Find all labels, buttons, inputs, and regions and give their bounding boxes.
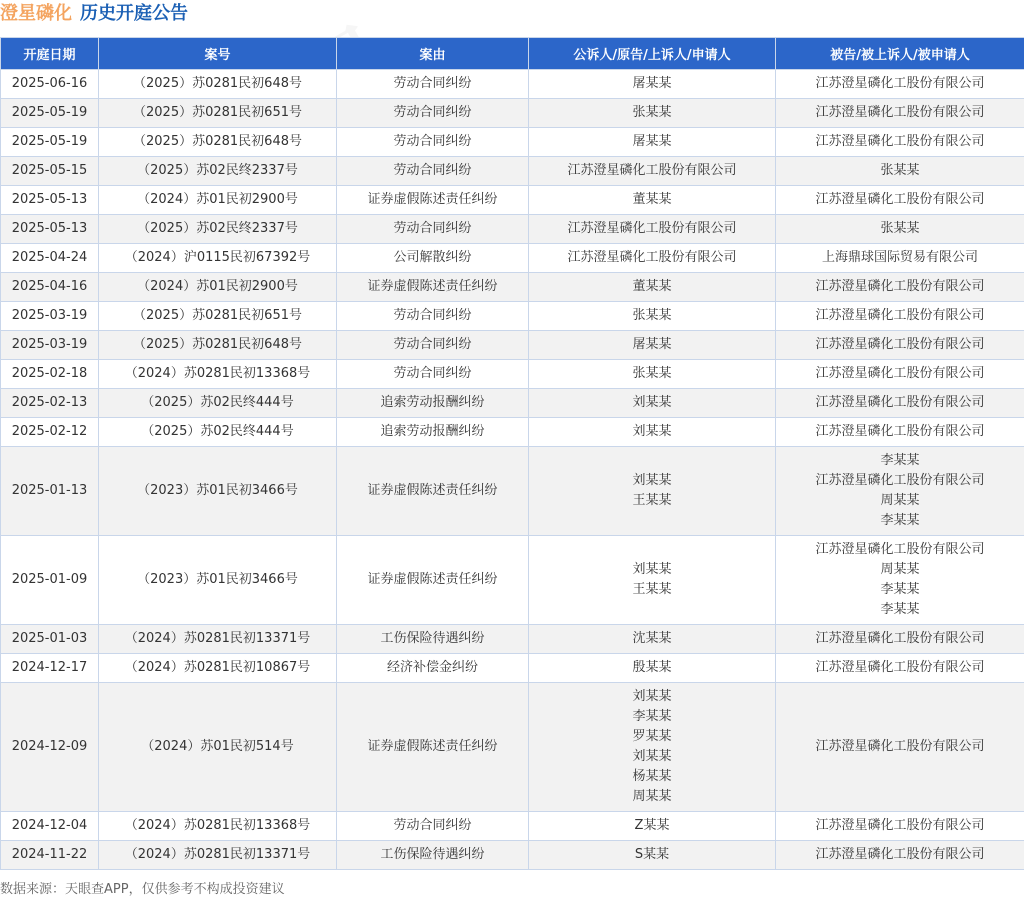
table-row <box>1 625 1024 654</box>
table-row <box>1 128 1024 157</box>
cell-cause: 劳动合同纠纷 <box>337 157 529 186</box>
cell-date: 2024-12-17 <box>1 654 99 683</box>
plaintiff-name: 王某某 <box>632 493 672 508</box>
cell-case-no: （2025）苏02民终2337号 <box>99 215 337 244</box>
table-body <box>1 70 1024 870</box>
plaintiff-name: 刘某某 <box>632 473 672 488</box>
cell-plaintiff <box>529 331 776 360</box>
cell-date: 2025-02-12 <box>1 418 99 447</box>
company-name: 澄星磷化 <box>0 3 72 24</box>
plaintiff-name: 周某某 <box>632 789 672 804</box>
cell-plaintiff <box>529 683 776 812</box>
cell-case-no: （2024）沪0115民初67392号 <box>99 244 337 273</box>
cell-cause: 公司解散纠纷 <box>337 244 529 273</box>
plaintiff-name: 刘某某 <box>632 749 672 764</box>
table-row <box>1 186 1024 215</box>
col-header-defendant: 被告/被上诉人/被申请人 <box>776 38 1024 70</box>
cell-plaintiff <box>529 99 776 128</box>
cell-defendant <box>776 536 1024 625</box>
col-header-case-no: 案号 <box>99 38 337 70</box>
table-row <box>1 302 1024 331</box>
cell-cause: 证券虚假陈述责任纠纷 <box>337 273 529 302</box>
plaintiff-name: Z某某 <box>634 818 670 833</box>
col-header-plaintiff: 公诉人/原告/上诉人/申请人 <box>529 38 776 70</box>
defendant-name: 江苏澄星磷化工股份有限公司 <box>815 105 985 120</box>
defendant-name: 江苏澄星磷化工股份有限公司 <box>815 660 985 675</box>
cell-defendant <box>776 99 1024 128</box>
hearing-table <box>0 37 1024 870</box>
cell-case-no: （2023）苏01民初3466号 <box>99 447 337 536</box>
defendant-name: 江苏澄星磷化工股份有限公司 <box>815 424 985 439</box>
plaintiff-name: 刘某某 <box>632 562 672 577</box>
cell-case-no: （2025）苏02民终444号 <box>99 418 337 447</box>
plaintiff-name: 罗某某 <box>632 729 672 744</box>
cell-cause: 证券虚假陈述责任纠纷 <box>337 683 529 812</box>
defendant-name: 江苏澄星磷化工股份有限公司 <box>815 279 985 294</box>
cell-plaintiff <box>529 447 776 536</box>
defendant-name: 江苏澄星磷化工股份有限公司 <box>815 473 985 488</box>
cell-case-no: （2024）苏0281民初13371号 <box>99 841 337 870</box>
plaintiff-name: 杨某某 <box>632 769 672 784</box>
cell-case-no: （2024）苏01民初514号 <box>99 683 337 812</box>
cell-defendant <box>776 331 1024 360</box>
defendant-name: 江苏澄星磷化工股份有限公司 <box>815 76 985 91</box>
cell-date: 2024-12-04 <box>1 812 99 841</box>
table-row <box>1 157 1024 186</box>
defendant-name: 江苏澄星磷化工股份有限公司 <box>815 631 985 646</box>
plaintiff-name: 王某某 <box>632 582 672 597</box>
defendant-name: 周某某 <box>880 562 920 577</box>
defendant-name: 江苏澄星磷化工股份有限公司 <box>815 192 985 207</box>
defendant-name: 李某某 <box>880 602 920 617</box>
plaintiff-name: 殷某某 <box>632 660 672 675</box>
plaintiff-name: 刘某某 <box>632 395 672 410</box>
plaintiff-name: 张某某 <box>632 366 672 381</box>
cell-cause: 追索劳动报酬纠纷 <box>337 418 529 447</box>
defendant-name: 江苏澄星磷化工股份有限公司 <box>815 134 985 149</box>
page-title: 历史开庭公告 <box>80 3 188 24</box>
defendant-name: 江苏澄星磷化工股份有限公司 <box>815 366 985 381</box>
cell-date: 2024-12-09 <box>1 683 99 812</box>
plaintiff-name: 沈某某 <box>632 631 672 646</box>
cell-case-no: （2025）苏0281民初648号 <box>99 128 337 157</box>
page-header <box>0 0 188 30</box>
cell-cause: 证券虚假陈述责任纠纷 <box>337 186 529 215</box>
cell-defendant <box>776 418 1024 447</box>
plaintiff-name: 刘某某 <box>632 689 672 704</box>
defendant-name: 张某某 <box>880 221 920 236</box>
cell-defendant <box>776 447 1024 536</box>
cell-date: 2025-03-19 <box>1 331 99 360</box>
cell-date: 2025-02-13 <box>1 389 99 418</box>
table-row <box>1 683 1024 812</box>
defendant-name: 上海鼎球国际贸易有限公司 <box>821 250 978 265</box>
cell-case-no: （2024）苏0281民初13371号 <box>99 625 337 654</box>
defendant-name: 李某某 <box>880 513 920 528</box>
table-row <box>1 841 1024 870</box>
cell-cause: 劳动合同纠纷 <box>337 99 529 128</box>
defendant-name: 江苏澄星磷化工股份有限公司 <box>815 308 985 323</box>
plaintiff-name: 屠某某 <box>632 76 672 91</box>
cell-defendant <box>776 625 1024 654</box>
plaintiff-name: 董某某 <box>632 279 672 294</box>
cell-case-no: （2025）苏02民终444号 <box>99 389 337 418</box>
data-source-note: 数据来源：天眼查APP，仅供参考不构成投资建议 <box>0 882 285 897</box>
cell-cause: 劳动合同纠纷 <box>337 128 529 157</box>
defendant-name: 江苏澄星磷化工股份有限公司 <box>815 847 985 862</box>
cell-date: 2024-11-22 <box>1 841 99 870</box>
defendant-name: 江苏澄星磷化工股份有限公司 <box>815 542 985 557</box>
cell-defendant <box>776 215 1024 244</box>
cell-plaintiff <box>529 302 776 331</box>
table-row <box>1 418 1024 447</box>
cell-defendant <box>776 128 1024 157</box>
table-row <box>1 654 1024 683</box>
cell-date: 2025-05-15 <box>1 157 99 186</box>
cell-defendant <box>776 273 1024 302</box>
cell-date: 2025-04-16 <box>1 273 99 302</box>
cell-case-no: （2024）苏0281民初13368号 <box>99 812 337 841</box>
cell-plaintiff <box>529 70 776 99</box>
cell-date: 2025-03-19 <box>1 302 99 331</box>
cell-cause: 证券虚假陈述责任纠纷 <box>337 536 529 625</box>
cell-case-no: （2024）苏01民初2900号 <box>99 273 337 302</box>
cell-date: 2025-06-16 <box>1 70 99 99</box>
plaintiff-name: 刘某某 <box>632 424 672 439</box>
cell-defendant <box>776 70 1024 99</box>
cell-case-no: （2024）苏0281民初10867号 <box>99 654 337 683</box>
cell-plaintiff <box>529 389 776 418</box>
table-row <box>1 447 1024 536</box>
plaintiff-name: 江苏澄星磷化工股份有限公司 <box>567 221 737 236</box>
cell-cause: 追索劳动报酬纠纷 <box>337 389 529 418</box>
plaintiff-name: 屠某某 <box>632 134 672 149</box>
cell-plaintiff <box>529 841 776 870</box>
defendant-name: 李某某 <box>880 582 920 597</box>
table-header-row <box>1 38 1024 70</box>
cell-case-no: （2025）苏0281民初651号 <box>99 99 337 128</box>
cell-defendant <box>776 244 1024 273</box>
cell-defendant <box>776 683 1024 812</box>
cell-plaintiff <box>529 128 776 157</box>
cell-plaintiff <box>529 418 776 447</box>
cell-defendant <box>776 302 1024 331</box>
plaintiff-name: 董某某 <box>632 192 672 207</box>
cell-date: 2025-02-18 <box>1 360 99 389</box>
cell-case-no: （2025）苏0281民初648号 <box>99 331 337 360</box>
cell-defendant <box>776 389 1024 418</box>
defendant-name: 李某某 <box>880 453 920 468</box>
plaintiff-name: 江苏澄星磷化工股份有限公司 <box>567 250 737 265</box>
cell-date: 2025-05-13 <box>1 215 99 244</box>
cell-cause: 劳动合同纠纷 <box>337 70 529 99</box>
plaintiff-name: 李某某 <box>632 709 672 724</box>
cell-cause: 证券虚假陈述责任纠纷 <box>337 447 529 536</box>
cell-date: 2025-05-13 <box>1 186 99 215</box>
cell-plaintiff <box>529 215 776 244</box>
cell-cause: 工伤保险待遇纠纷 <box>337 841 529 870</box>
cell-case-no: （2025）苏0281民初651号 <box>99 302 337 331</box>
cell-cause: 劳动合同纠纷 <box>337 302 529 331</box>
cell-defendant <box>776 841 1024 870</box>
cell-date: 2025-01-13 <box>1 447 99 536</box>
defendant-name: 周某某 <box>880 493 920 508</box>
cell-date: 2025-05-19 <box>1 128 99 157</box>
cell-defendant <box>776 157 1024 186</box>
cell-case-no: （2025）苏02民终2337号 <box>99 157 337 186</box>
cell-plaintiff <box>529 186 776 215</box>
cell-defendant <box>776 360 1024 389</box>
cell-case-no: （2024）苏0281民初13368号 <box>99 360 337 389</box>
plaintiff-name: 张某某 <box>632 308 672 323</box>
hearing-table-container <box>0 37 1024 870</box>
cell-plaintiff <box>529 244 776 273</box>
cell-cause: 经济补偿金纠纷 <box>337 654 529 683</box>
cell-plaintiff <box>529 654 776 683</box>
table-row <box>1 273 1024 302</box>
cell-cause: 劳动合同纠纷 <box>337 331 529 360</box>
table-row <box>1 389 1024 418</box>
cell-date: 2025-01-03 <box>1 625 99 654</box>
cell-case-no: （2024）苏01民初2900号 <box>99 186 337 215</box>
cell-plaintiff <box>529 273 776 302</box>
plaintiff-name: S某某 <box>634 847 670 862</box>
cell-date: 2025-05-19 <box>1 99 99 128</box>
plaintiff-name: 张某某 <box>632 105 672 120</box>
table-row <box>1 812 1024 841</box>
cell-plaintiff <box>529 360 776 389</box>
col-header-cause: 案由 <box>337 38 529 70</box>
plaintiff-name: 江苏澄星磷化工股份有限公司 <box>567 163 737 178</box>
cell-defendant <box>776 186 1024 215</box>
cell-plaintiff <box>529 812 776 841</box>
table-row <box>1 244 1024 273</box>
cell-case-no: （2025）苏0281民初648号 <box>99 70 337 99</box>
defendant-name: 张某某 <box>880 163 920 178</box>
cell-cause: 工伤保险待遇纠纷 <box>337 625 529 654</box>
cell-date: 2025-01-09 <box>1 536 99 625</box>
cell-cause: 劳动合同纠纷 <box>337 215 529 244</box>
cell-cause: 劳动合同纠纷 <box>337 812 529 841</box>
col-header-date: 开庭日期 <box>1 38 99 70</box>
table-row <box>1 70 1024 99</box>
table-row <box>1 536 1024 625</box>
table-row <box>1 215 1024 244</box>
table-row <box>1 331 1024 360</box>
cell-cause: 劳动合同纠纷 <box>337 360 529 389</box>
plaintiff-name: 屠某某 <box>632 337 672 352</box>
cell-date: 2025-04-24 <box>1 244 99 273</box>
defendant-name: 江苏澄星磷化工股份有限公司 <box>815 395 985 410</box>
cell-plaintiff <box>529 536 776 625</box>
cell-case-no: （2023）苏01民初3466号 <box>99 536 337 625</box>
table-row <box>1 360 1024 389</box>
table-row <box>1 99 1024 128</box>
defendant-name: 江苏澄星磷化工股份有限公司 <box>815 818 985 833</box>
cell-plaintiff <box>529 157 776 186</box>
cell-defendant <box>776 812 1024 841</box>
defendant-name: 江苏澄星磷化工股份有限公司 <box>815 337 985 352</box>
cell-defendant <box>776 654 1024 683</box>
defendant-name: 江苏澄星磷化工股份有限公司 <box>815 739 985 754</box>
cell-plaintiff <box>529 625 776 654</box>
